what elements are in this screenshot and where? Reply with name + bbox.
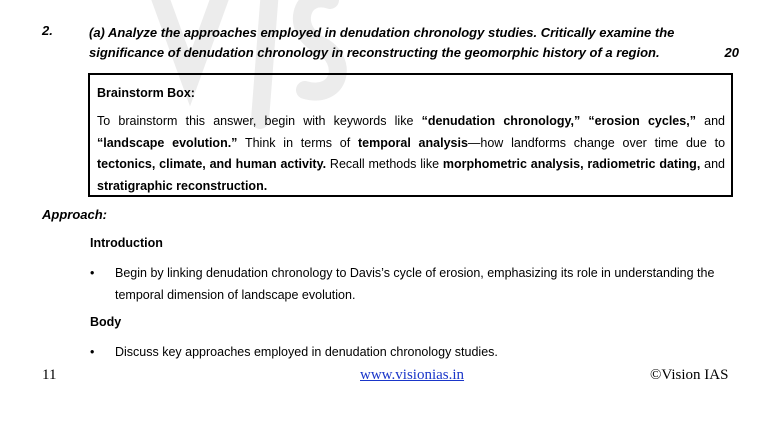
approach-label: Approach:: [42, 207, 107, 222]
introduction-heading: Introduction: [90, 236, 163, 250]
keyword-temporal-analysis: temporal analysis: [358, 135, 468, 150]
brainstorm-title: Brainstorm Box:: [97, 86, 195, 100]
brainstorm-text-part: and: [695, 114, 725, 128]
brainstorm-text: [97, 111, 725, 197]
body-bullet-text: Discuss key approaches employed in denudation chronology studies.: [115, 345, 498, 359]
brainstorm-text-part: and: [700, 157, 725, 171]
keyword-landscape-evolution: “landscape evolution.”: [97, 135, 238, 150]
footer-page-number: 11: [42, 367, 57, 383]
footer-copyright: ©Vision IAS: [650, 367, 729, 383]
question-number: 2.: [42, 23, 53, 38]
brainstorm-text-part: Recall methods like: [326, 157, 443, 171]
bullet-icon: •: [90, 266, 95, 280]
footer-website-link[interactable]: www.visionias.in: [360, 367, 465, 383]
keyword-drivers: tectonics, climate, and human activity.: [97, 157, 327, 171]
keyword-denudation-chronology: “denudation chronology,”: [421, 114, 581, 128]
brainstorm-text-part: To brainstorm this answer, begin with keywords like: [97, 114, 422, 128]
question-marks: 20: [724, 45, 739, 60]
keyword-stratigraphic-reconstruction: stratigraphic reconstruction.: [97, 178, 268, 193]
keyword-methods: morphometric analysis, radiometric dating,: [442, 157, 701, 171]
question-text: (a) Analyze the approaches employed in denudation chronology studies. Critically examine the significance of denudation chronology in reconstructing the geomorphic history of a region.: [89, 25, 675, 60]
body-heading: Body: [90, 315, 122, 329]
brainstorm-text-part: Think in terms of: [237, 135, 358, 150]
brainstorm-text-part: —how landforms change over time due to: [467, 135, 726, 150]
brainstorm-box: [88, 73, 733, 197]
introduction-bullet-text: Begin by linking denudation chronology to Davis’s cycle of erosion, emphasizing its role in understanding the temporal dimension of landscape evolution.: [115, 266, 715, 302]
keyword-erosion-cycles: “erosion cycles,”: [588, 114, 696, 128]
bullet-icon: •: [90, 345, 95, 359]
